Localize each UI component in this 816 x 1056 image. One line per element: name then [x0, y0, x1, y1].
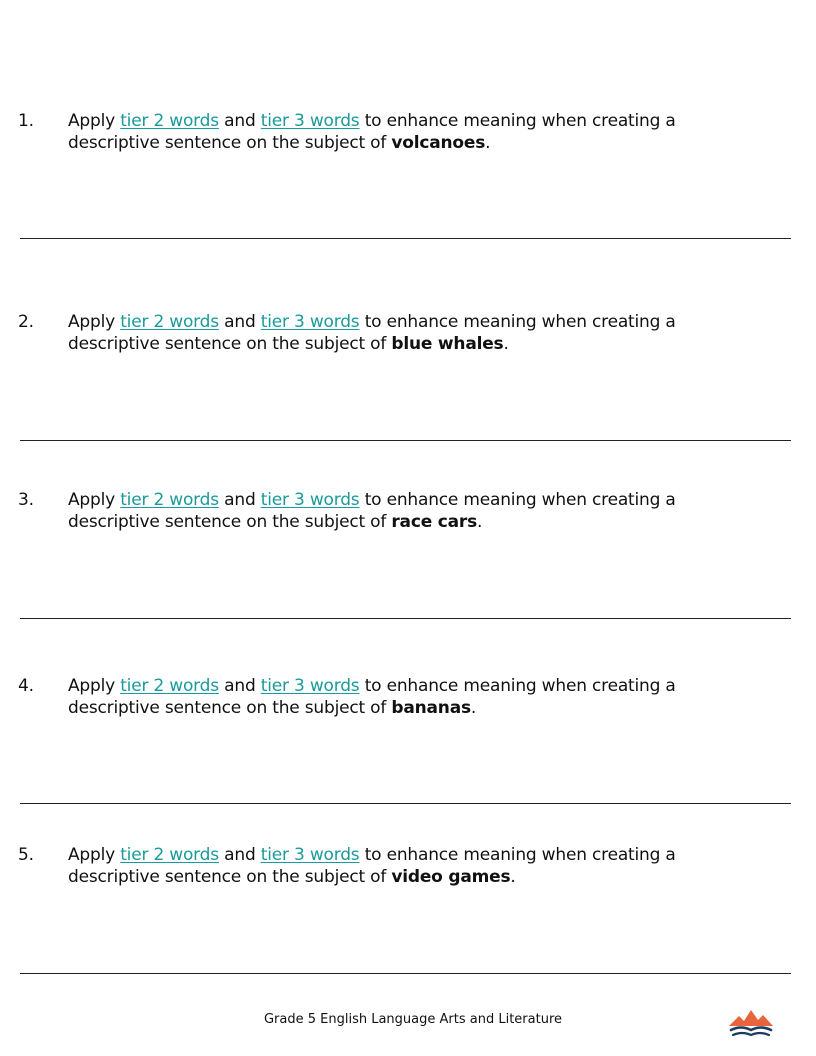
question-suffix: . — [485, 133, 491, 153]
question-text — [68, 489, 748, 533]
question-subject: blue whales — [391, 334, 504, 354]
question-3 — [18, 489, 778, 533]
question-subject: bananas — [391, 698, 471, 718]
tier-2-words-link[interactable]: tier 2 words — [120, 676, 219, 696]
question-connector: and — [224, 845, 256, 865]
question-suffix: . — [510, 867, 516, 887]
question-middle: to enhance meaning when creating a descriptive sentence on the subject of — [68, 845, 676, 887]
tier-3-words-link[interactable]: tier 3 words — [260, 845, 360, 865]
question-middle: to enhance meaning when creating a descriptive sentence on the subject of — [68, 676, 676, 718]
question-text — [68, 844, 748, 888]
question-text — [68, 675, 748, 719]
question-number: 4. — [18, 676, 34, 696]
question-5 — [18, 844, 778, 888]
question-subject: video games — [391, 867, 511, 887]
answer-line-2[interactable] — [20, 440, 791, 441]
question-number: 3. — [18, 490, 34, 510]
question-suffix: . — [477, 512, 483, 532]
question-connector: and — [224, 312, 256, 332]
tier-3-words-link[interactable]: tier 3 words — [260, 490, 360, 510]
question-number: 1. — [18, 111, 34, 131]
question-prefix: Apply — [68, 845, 115, 865]
tier-3-words-link[interactable]: tier 3 words — [260, 111, 360, 131]
question-text — [68, 110, 748, 154]
question-1 — [18, 110, 778, 154]
answer-line-5[interactable] — [20, 973, 791, 974]
tier-3-words-link[interactable]: tier 3 words — [260, 676, 360, 696]
question-prefix: Apply — [68, 676, 115, 696]
tier-3-words-link[interactable]: tier 3 words — [260, 312, 360, 332]
answer-line-3[interactable] — [20, 618, 791, 619]
question-4 — [18, 675, 778, 719]
question-suffix: . — [503, 334, 509, 354]
question-middle: to enhance meaning when creating a descriptive sentence on the subject of — [68, 490, 676, 532]
tier-2-words-link[interactable]: tier 2 words — [120, 845, 219, 865]
footer-course-title: Grade 5 English Language Arts and Literature — [263, 1012, 563, 1027]
question-number: 5. — [18, 845, 34, 865]
question-connector: and — [224, 490, 256, 510]
question-number: 2. — [18, 312, 34, 332]
answer-line-4[interactable] — [20, 803, 791, 804]
mountain-book-logo-icon — [727, 1006, 775, 1040]
question-middle: to enhance meaning when creating a descriptive sentence on the subject of — [68, 312, 676, 354]
question-prefix: Apply — [68, 312, 115, 332]
tier-2-words-link[interactable]: tier 2 words — [120, 490, 219, 510]
question-2 — [18, 311, 778, 355]
answer-line-1[interactable] — [20, 238, 791, 239]
question-subject: race cars — [391, 512, 478, 532]
question-middle: to enhance meaning when creating a descriptive sentence on the subject of — [68, 111, 676, 153]
question-subject: volcanoes — [391, 133, 486, 153]
question-text — [68, 311, 748, 355]
question-prefix: Apply — [68, 111, 115, 131]
tier-2-words-link[interactable]: tier 2 words — [120, 111, 219, 131]
question-suffix: . — [470, 698, 477, 718]
question-prefix: Apply — [68, 490, 115, 510]
question-connector: and — [224, 111, 256, 131]
tier-2-words-link[interactable]: tier 2 words — [120, 312, 219, 332]
question-connector: and — [224, 676, 256, 696]
